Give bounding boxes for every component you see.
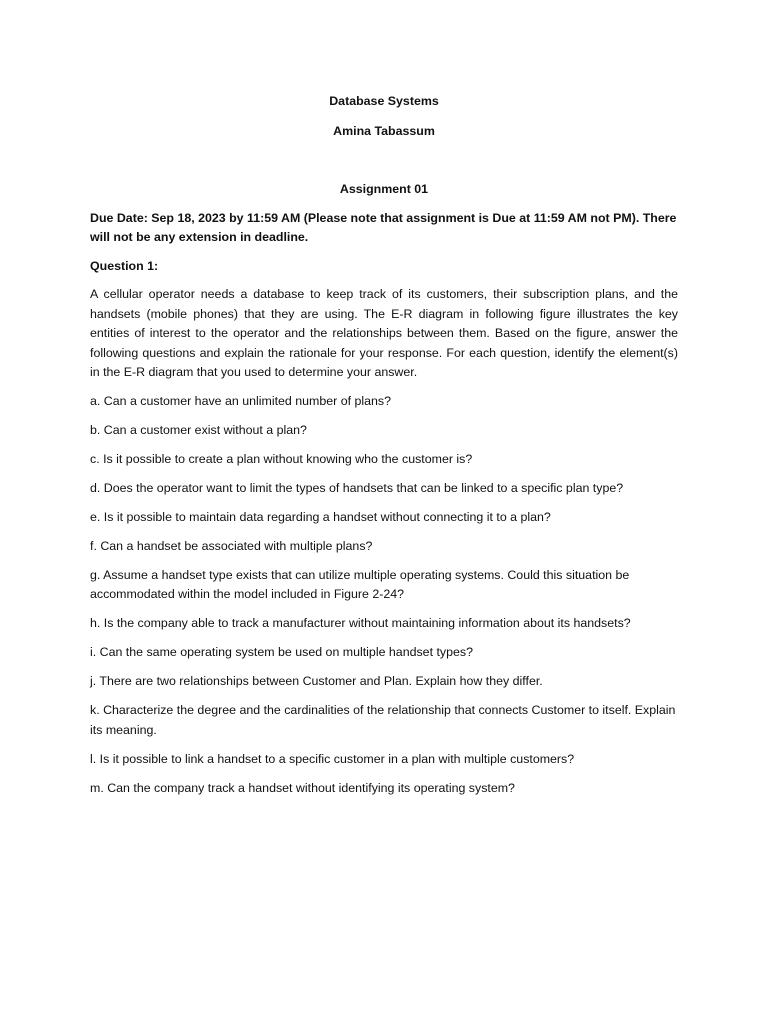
question-list <box>90 392 678 799</box>
question-intro: A cellular operator needs a database to keep track of its customers, their subscription plans, and the handsets (mobile phones) that they are using. The E-R diagram in following figure illustrates the key entities of interest to the operator and the relationships between them. Based on the figure, answer the following questions and explain the rationale for your response. For each question, identify the element(s) in the E-R diagram that you used to determine your answer. <box>90 287 678 379</box>
document-page <box>90 92 678 808</box>
assignment-title: Assignment 01 <box>339 182 429 196</box>
question-item-j: j. There are two relationships between Customer and Plan. Explain how they differ. <box>90 674 543 688</box>
question-item-g: g. Assume a handset type exists that can utilize multiple operating systems. Could this situation be accommodated within the model included in Figure 2-24? <box>90 567 630 601</box>
question-item-l: l. Is it possible to link a handset to a specific customer in a plan with multiple customers? <box>90 751 575 766</box>
question-item-f: f. Can a handset be associated with multiple plans? <box>90 538 373 553</box>
question-item-b: b. Can a customer exist without a plan? <box>90 422 307 437</box>
question-item-m: m. Can the company track a handset without identifying its operating system? <box>90 780 515 795</box>
instructor-name: Amina Tabassum <box>333 123 435 138</box>
question-item-d: d. Does the operator want to limit the types of handsets that can be linked to a specific plan type? <box>90 480 624 495</box>
question-item-c: c. Is it possible to create a plan without knowing who the customer is? <box>90 451 473 466</box>
question-item-a: a. Can a customer have an unlimited number of plans? <box>90 393 391 408</box>
course-title: Database Systems <box>329 94 439 108</box>
question-item-e: e. Is it possible to maintain data regarding a handset without connecting it to a plan? <box>90 509 551 524</box>
question-item-h: h. Is the company able to track a manufacturer without maintaining information about its handsets? <box>90 616 631 630</box>
question-heading: Question 1: <box>90 258 159 273</box>
question-item-i: i. Can the same operating system be used on multiple handset types? <box>90 645 473 659</box>
question-item-k: k. Characterize the degree and the cardinalities of the relationship that connects Customer to itself. Explain its meaning. <box>90 703 676 737</box>
due-date-note: Due Date: Sep 18, 2023 by 11:59 AM (Please note that assignment is Due at 11:59 AM not PM). There will not be any extension in deadline. <box>90 210 677 244</box>
